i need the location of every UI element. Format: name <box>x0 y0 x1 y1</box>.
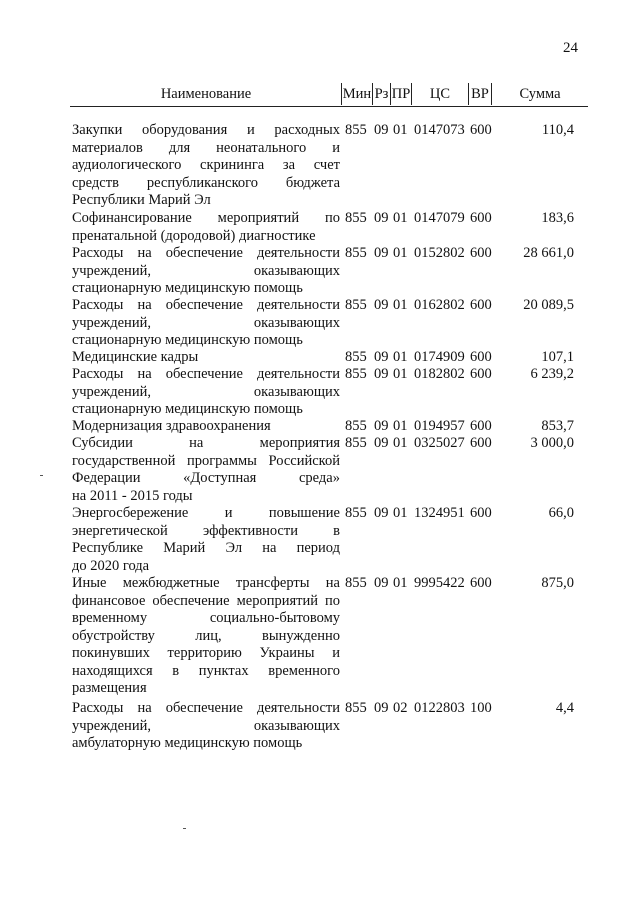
row-name-line: средств республиканского бюджета <box>72 174 340 191</box>
row-name-line: Расходы на обеспечение деятельности <box>72 297 340 313</box>
row-pr: 01 <box>393 349 408 365</box>
row-vr: 600 <box>470 297 492 313</box>
row-min: 855 <box>345 122 367 138</box>
row-min: 855 <box>345 210 367 226</box>
row-cs: 9995422 <box>414 575 465 591</box>
header-cs: ЦС <box>429 86 451 102</box>
row-name-line: покинувших территорию Украины и <box>72 645 340 661</box>
row-cs: 0147073 <box>414 122 465 138</box>
row-min: 855 <box>345 366 367 382</box>
row-name <box>72 575 340 698</box>
row-cs: 0162802 <box>414 297 465 313</box>
row-min: 855 <box>345 575 367 591</box>
row-sum: 875,0 <box>541 575 574 591</box>
row-name <box>72 505 340 575</box>
row-sum: 853,7 <box>541 418 574 434</box>
row-name <box>72 210 340 245</box>
row-name-line: учреждений, оказывающих <box>72 314 340 331</box>
row-rz: 09 <box>374 366 389 382</box>
table-row <box>0 210 640 245</box>
row-name-line: обустройству лиц, вынужденно <box>72 627 340 644</box>
table-row <box>0 700 640 753</box>
row-min: 855 <box>345 245 367 261</box>
row-name-line: Софинансирование мероприятий по <box>72 210 340 226</box>
row-vr: 600 <box>470 418 492 434</box>
row-vr: 600 <box>470 435 492 451</box>
row-name <box>72 700 340 753</box>
row-name-line: размещения <box>72 680 147 696</box>
header-pr: ПР <box>391 86 411 102</box>
row-name-line: учреждений, оказывающих <box>72 383 340 400</box>
row-sum: 66,0 <box>548 505 574 521</box>
header-sum: Сумма <box>519 86 561 102</box>
row-name <box>72 122 340 210</box>
header-rz: Рз <box>374 86 389 102</box>
row-sum: 110,4 <box>541 122 574 138</box>
header-name: Наименование <box>160 86 252 102</box>
row-vr: 600 <box>470 505 492 521</box>
header-min: Мин <box>342 86 372 102</box>
row-vr: 100 <box>470 700 492 716</box>
row-name <box>72 435 340 505</box>
row-pr: 02 <box>393 700 408 716</box>
row-min: 855 <box>345 297 367 313</box>
row-min: 855 <box>345 349 367 365</box>
row-min: 855 <box>345 435 367 451</box>
table-row <box>0 435 640 505</box>
row-name-line: временному социально-бытовому <box>72 610 340 626</box>
row-rz: 09 <box>374 505 389 521</box>
row-name <box>72 349 340 367</box>
row-name-line: Медицинские кадры <box>72 349 199 365</box>
row-name-line: Закупки оборудования и расходных <box>72 122 340 138</box>
row-name <box>72 418 340 436</box>
row-pr: 01 <box>393 366 408 382</box>
row-name-line: амбулаторную медицинскую помощь <box>72 735 303 751</box>
row-cs: 0325027 <box>414 435 465 451</box>
row-name-line: Модернизация здравоохранения <box>72 418 271 434</box>
row-name-line: учреждений, оказывающих <box>72 717 340 734</box>
header-vr: ВР <box>471 86 489 102</box>
row-name-line: финансовое обеспечение мероприятий по <box>72 592 340 609</box>
row-rz: 09 <box>374 435 389 451</box>
table-row <box>0 349 640 367</box>
row-rz: 09 <box>374 349 389 365</box>
row-pr: 01 <box>393 575 408 591</box>
row-pr: 01 <box>393 418 408 434</box>
row-name <box>72 245 340 298</box>
row-pr: 01 <box>393 210 408 226</box>
row-pr: 01 <box>393 297 408 313</box>
row-min: 855 <box>345 418 367 434</box>
table-row <box>0 297 640 350</box>
table-row <box>0 505 640 575</box>
row-vr: 600 <box>470 575 492 591</box>
table-row <box>0 122 640 210</box>
row-name-line: учреждений, оказывающих <box>72 262 340 279</box>
row-sum: 28 661,0 <box>523 245 574 261</box>
row-name-line: Расходы на обеспечение деятельности <box>72 700 340 716</box>
row-name-line: стационарную медицинскую помощь <box>72 401 303 417</box>
row-pr: 01 <box>393 435 408 451</box>
row-name-line: Республики Марий Эл <box>72 192 211 208</box>
row-pr: 01 <box>393 505 408 521</box>
row-sum: 20 089,5 <box>523 297 574 313</box>
row-rz: 09 <box>374 210 389 226</box>
row-vr: 600 <box>470 122 492 138</box>
row-rz: 09 <box>374 418 389 434</box>
row-vr: 600 <box>470 366 492 382</box>
row-sum: 4,4 <box>555 700 574 716</box>
row-name-line: Расходы на обеспечение деятельности <box>72 366 340 382</box>
row-min: 855 <box>345 700 367 716</box>
row-cs: 0194957 <box>414 418 465 434</box>
margin-mark <box>183 828 186 829</box>
row-name-line: стационарную медицинскую помощь <box>72 280 303 296</box>
row-vr: 600 <box>470 349 492 365</box>
row-name <box>72 297 340 350</box>
row-rz: 09 <box>374 122 389 138</box>
row-sum: 6 239,2 <box>530 366 574 382</box>
row-name-line: находящихся в пунктах временного <box>72 662 340 679</box>
row-name-line: Расходы на обеспечение деятельности <box>72 245 340 261</box>
row-cs: 1324951 <box>414 505 465 521</box>
row-name-line: Республике Марий Эл на период <box>72 540 340 556</box>
row-cs: 0182802 <box>414 366 465 382</box>
page-number: 24 <box>563 40 578 56</box>
row-sum: 3 000,0 <box>530 435 574 451</box>
row-pr: 01 <box>393 122 408 138</box>
row-name-line: Энергосбережение и повышение <box>72 505 340 521</box>
row-min: 855 <box>345 505 367 521</box>
row-rz: 09 <box>374 245 389 261</box>
row-name <box>72 366 340 419</box>
row-cs: 0152802 <box>414 245 465 261</box>
row-name-line: Субсидии на мероприятия <box>72 435 340 451</box>
row-name-line: аудиологического скрининга за счет <box>72 157 340 173</box>
row-sum: 107,1 <box>541 349 574 365</box>
row-name-line: на 2011 - 2015 годы <box>72 487 193 504</box>
row-cs: 0174909 <box>414 349 465 365</box>
table-row <box>0 366 640 419</box>
table-row <box>0 418 640 436</box>
row-name-line: до 2020 года <box>72 557 150 574</box>
row-rz: 09 <box>374 575 389 591</box>
header-rule <box>70 106 588 107</box>
row-name-line: Федерации «Доступная среда» <box>72 470 340 486</box>
margin-mark <box>40 475 43 476</box>
row-cs: 0147079 <box>414 210 465 226</box>
table-row <box>0 575 640 698</box>
row-pr: 01 <box>393 245 408 261</box>
row-rz: 09 <box>374 297 389 313</box>
row-sum: 183,6 <box>541 210 574 226</box>
row-rz: 09 <box>374 700 389 716</box>
row-vr: 600 <box>470 210 492 226</box>
row-name-line: Иные межбюджетные трансферты на <box>72 575 340 591</box>
table-row <box>0 245 640 298</box>
row-name-line: пренатальной (дородовой) диагностике <box>72 227 316 244</box>
row-name-line: материалов для неонатального и <box>72 139 340 156</box>
row-name-line: государственной программы Российской <box>72 452 340 469</box>
row-cs: 0122803 <box>414 700 465 716</box>
row-name-line: энергетической эффективности в <box>72 522 340 539</box>
row-name-line: стационарную медицинскую помощь <box>72 332 303 348</box>
row-vr: 600 <box>470 245 492 261</box>
